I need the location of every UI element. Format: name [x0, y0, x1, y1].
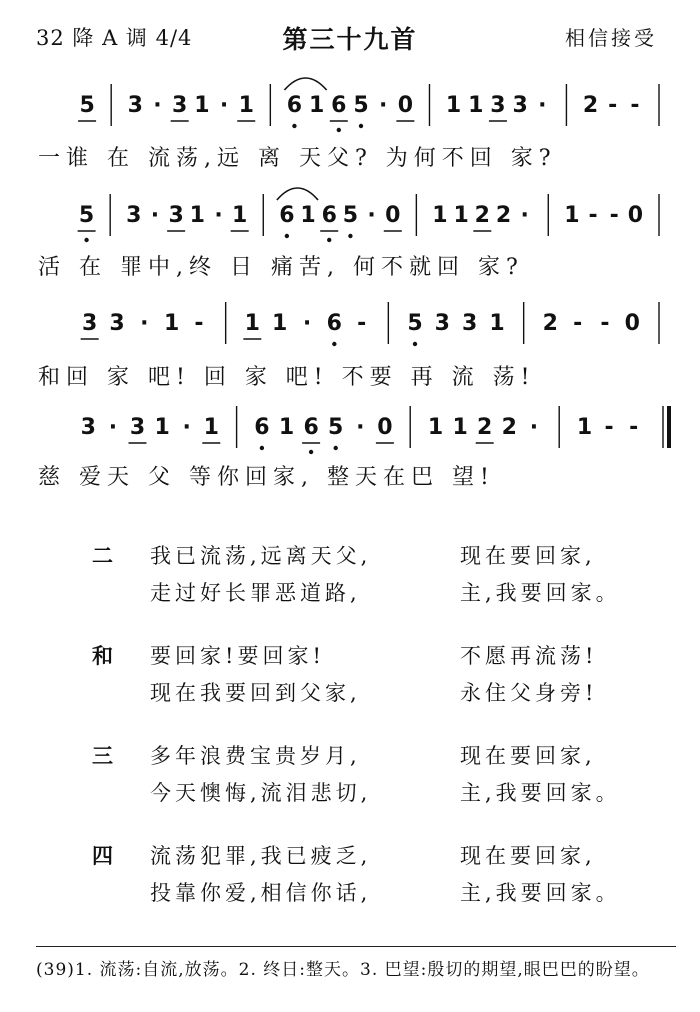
octave-dot — [84, 238, 88, 242]
verse-text: 我已流荡,远离天父, — [150, 544, 372, 568]
note: 1 — [154, 415, 170, 440]
note: 1 — [453, 203, 469, 228]
verse-text: 走过好长罪恶道路, — [150, 581, 361, 605]
hymn-number-key: 32 降 A 调 4/4 — [36, 26, 193, 50]
augmentation-dot: · — [219, 93, 229, 118]
note: 6 — [286, 93, 303, 118]
verse-text: 多年浪费宝贵岁月, — [150, 744, 361, 768]
verse-text: 现在要回家, — [460, 544, 596, 568]
note: 0 — [377, 415, 393, 440]
augmentation-dot: · — [379, 93, 388, 118]
verse-text: 流荡犯罪,我已疲乏, — [150, 844, 372, 868]
verse-text: 投靠你爱,相信你话, — [150, 881, 372, 905]
augmentation-dot: · — [367, 203, 376, 228]
augmentation-dot: · — [356, 415, 365, 440]
augmentation-dot: · — [520, 203, 529, 228]
note: 3 — [129, 415, 146, 440]
octave-dot — [359, 124, 363, 128]
octave-dot — [334, 446, 338, 450]
note: 1 — [189, 203, 205, 228]
augmentation-dot: · — [302, 311, 312, 336]
note: 3 — [109, 311, 125, 336]
verse-text: 永住父身旁! — [460, 681, 598, 705]
note: 6 — [303, 415, 319, 440]
note: 3 — [434, 311, 450, 336]
score-line — [38, 406, 669, 490]
verse-text: 现在要回家, — [460, 844, 596, 868]
note: 5 — [407, 311, 423, 336]
octave-dot — [332, 342, 336, 346]
note: 6 — [321, 203, 337, 228]
note: 6 — [254, 415, 270, 440]
verse-label: 三 — [92, 744, 113, 768]
augmentation-dot: · — [140, 311, 149, 336]
verse-text: 主,我要回家。 — [460, 581, 621, 605]
extension-dash: - — [573, 311, 583, 336]
slur — [277, 188, 318, 200]
note: 2 — [501, 415, 517, 440]
note: 5 — [79, 93, 95, 118]
note: 0 — [397, 93, 414, 118]
verse-label: 二 — [92, 544, 113, 568]
verse-label: 四 — [92, 844, 113, 868]
note: 1 — [468, 93, 484, 118]
slur — [284, 78, 326, 90]
verse-label: 和 — [92, 644, 113, 668]
note: 5 — [342, 203, 359, 228]
note: 2 — [477, 415, 493, 440]
note: 3 — [490, 93, 506, 118]
extension-dash: - — [194, 311, 204, 336]
note: 3 — [126, 203, 142, 228]
note: 1 — [445, 93, 462, 118]
octave-dot — [413, 342, 417, 346]
octave-dot — [309, 450, 313, 454]
note: 1 — [427, 415, 444, 440]
note: 1 — [238, 93, 254, 118]
extension-dash: - — [604, 415, 614, 440]
note: 0 — [627, 203, 644, 228]
augmentation-dot: · — [538, 93, 547, 118]
extension-dash: - — [588, 203, 598, 228]
lyric-line: 活 在 罪中,终 日 痛苦, 何不就回 家? — [38, 255, 524, 280]
note: 1 — [489, 311, 505, 336]
note: 6 — [331, 93, 347, 118]
octave-dot — [348, 234, 352, 238]
verse-text: 不愿再流荡! — [460, 644, 598, 668]
score-line — [38, 188, 659, 280]
note: 3 — [127, 93, 143, 118]
note: 5 — [353, 93, 369, 118]
hymn-title: 第三十九首 — [282, 25, 418, 54]
footnote-rule — [36, 946, 676, 947]
octave-dot — [260, 446, 264, 450]
augmentation-dot: · — [182, 415, 191, 440]
extension-dash: - — [600, 311, 610, 336]
score-line — [38, 78, 659, 171]
note: 2 — [542, 311, 558, 336]
note: 1 — [278, 415, 295, 440]
extension-dash: - — [629, 415, 639, 440]
note: 2 — [474, 203, 490, 228]
note: 5 — [328, 415, 344, 440]
note: 1 — [308, 93, 325, 118]
verse-text: 现在我要回到父家, — [150, 681, 361, 705]
extension-dash: - — [609, 203, 619, 228]
note: 6 — [326, 311, 342, 336]
note: 1 — [452, 415, 468, 440]
verse-text: 现在要回家, — [460, 744, 596, 768]
augmentation-dot: · — [529, 415, 539, 440]
note: 1 — [300, 203, 316, 228]
hymn-category: 相信接受 — [565, 26, 657, 50]
note: 1 — [194, 93, 210, 118]
note: 1 — [203, 415, 219, 440]
verse-text: 主,我要回家。 — [460, 781, 621, 805]
augmentation-dot: · — [108, 415, 118, 440]
note: 1 — [232, 203, 248, 228]
note: 5 — [78, 203, 95, 228]
note: 1 — [272, 311, 288, 336]
extension-dash: - — [357, 311, 367, 336]
octave-dot — [337, 128, 341, 132]
octave-dot — [292, 124, 296, 128]
note: 6 — [279, 203, 295, 228]
note: 0 — [385, 203, 401, 228]
note: 3 — [82, 311, 98, 336]
verse-text: 主,我要回家。 — [460, 881, 621, 905]
note: 2 — [582, 93, 599, 118]
note: 1 — [432, 203, 448, 228]
note: 3 — [512, 93, 528, 118]
lyric-line: 和回 家 吧! 回 家 吧! 不要 再 流 荡! — [38, 365, 536, 390]
extension-dash: - — [630, 93, 640, 118]
verse-text: 今天懊悔,流泪悲切, — [150, 781, 372, 805]
footnote: (39)1. 流荡:自流,放荡。2. 终日:整天。3. 巴望:殷切的期望,眼巴巴的盼望。 — [36, 960, 650, 980]
octave-dot — [285, 234, 289, 238]
augmentation-dot: · — [153, 93, 162, 118]
note: 0 — [624, 311, 640, 336]
note: 1 — [576, 415, 593, 440]
augmentation-dot: · — [150, 203, 160, 228]
extension-dash: - — [608, 93, 618, 118]
verse-text: 要回家!要回家! — [150, 644, 325, 668]
octave-dot — [327, 238, 331, 242]
note: 2 — [495, 203, 512, 228]
score-line — [38, 302, 659, 390]
augmentation-dot: · — [214, 203, 223, 228]
note: 3 — [168, 203, 184, 228]
note: 1 — [244, 311, 260, 336]
lyric-line: 一谁 在 流荡,远 离 天父? 为何不回 家? — [38, 146, 557, 171]
note: 1 — [564, 203, 580, 228]
lyric-line: 慈 爱天 父 等你回家, 整天在巴 望! — [38, 465, 495, 490]
note: 1 — [164, 311, 180, 336]
note: 3 — [462, 311, 478, 336]
note: 3 — [172, 93, 188, 118]
note: 3 — [80, 415, 96, 440]
